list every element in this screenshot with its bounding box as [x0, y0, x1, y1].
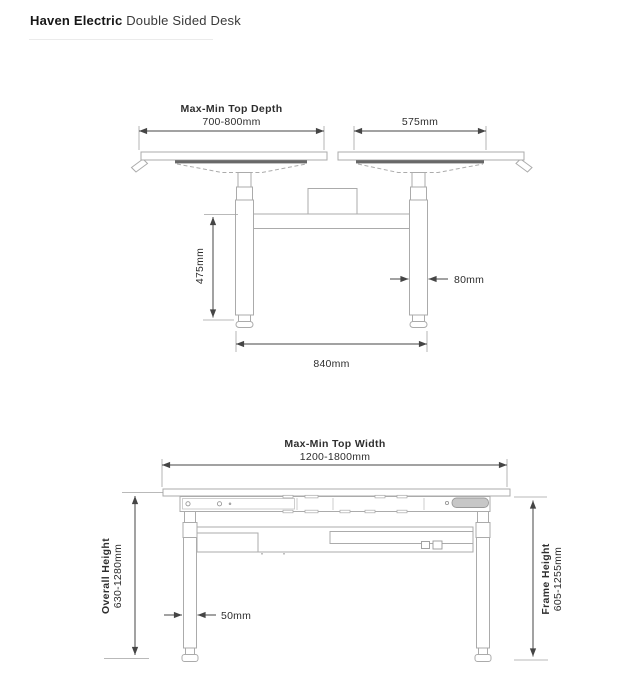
- leg-width-dimension-front: [164, 610, 251, 622]
- right-leg: [410, 173, 428, 328]
- cable-tray: [197, 527, 473, 555]
- right-desk-top: [338, 152, 532, 173]
- foot-rim-right: [479, 648, 488, 655]
- return-depth-value: 575mm: [401, 116, 439, 128]
- cable-clip-left: [132, 159, 148, 172]
- product-name: Haven Electric: [30, 13, 123, 28]
- frame-height-value: 605-1255mm: [552, 546, 564, 612]
- desk-surface-right: [338, 152, 524, 160]
- foot-right: [475, 655, 491, 662]
- product-variant: Double Sided Desk: [122, 13, 241, 28]
- foot-rim-right: [413, 315, 425, 322]
- side-view-diagram: [132, 103, 533, 370]
- control-box: [308, 189, 357, 215]
- foot-rim-left: [186, 648, 195, 655]
- top-depth-label: Max-Min Top Depth: [180, 103, 283, 115]
- foot-rim-left: [239, 315, 251, 322]
- overall-height-label: Overall Height: [100, 537, 112, 615]
- mounting-bracket-right: [356, 160, 484, 163]
- left-desk-top: [132, 152, 328, 173]
- frame-height-dimension: [514, 497, 564, 660]
- screw-detail: [445, 501, 448, 504]
- tray-socket: [433, 541, 442, 549]
- bracket-outline-left: [177, 164, 306, 173]
- screw-detail: [217, 502, 221, 506]
- front-left-leg: [182, 512, 198, 662]
- foot-span-value: 840mm: [313, 358, 350, 370]
- frame-clearance-value: 475mm: [194, 247, 206, 285]
- crossbar: [254, 214, 410, 229]
- overall-height-dimension: [100, 493, 163, 659]
- top-depth-value: 700-800mm: [202, 116, 261, 128]
- overall-height-value: 630-1280mm: [112, 543, 124, 609]
- leg-width-value-front: 50mm: [221, 610, 252, 622]
- cable-clip-right: [516, 159, 532, 172]
- top-width-label: Max-Min Top Width: [284, 438, 386, 450]
- bracket-outline-right: [358, 164, 483, 173]
- screw-detail: [229, 503, 231, 505]
- foot-span-dimension: [236, 331, 427, 370]
- front-view-diagram: [100, 438, 564, 662]
- frame-height-label: Frame Height: [540, 543, 552, 615]
- controller-unit: [452, 498, 489, 508]
- foot-left: [236, 322, 253, 328]
- foot-right: [410, 322, 427, 328]
- return-depth-dimension: [354, 116, 486, 150]
- screw-detail: [186, 502, 190, 506]
- top-depth-dimension: [139, 103, 324, 150]
- frame-rail: [180, 495, 490, 513]
- leg-width-dimension-side: [390, 274, 484, 286]
- leg-width-value-side: 80mm: [454, 274, 485, 286]
- mounting-bracket-left: [175, 160, 307, 163]
- desk-surface-front: [163, 489, 510, 496]
- top-width-value: 1200-1800mm: [299, 451, 371, 463]
- left-leg: [236, 173, 254, 328]
- frame-clearance-dimension: [194, 215, 238, 321]
- front-right-leg: [475, 512, 491, 662]
- top-width-dimension: [162, 438, 507, 487]
- foot-left: [182, 655, 198, 662]
- tray-socket: [422, 542, 430, 549]
- desk-surface-left: [141, 152, 327, 160]
